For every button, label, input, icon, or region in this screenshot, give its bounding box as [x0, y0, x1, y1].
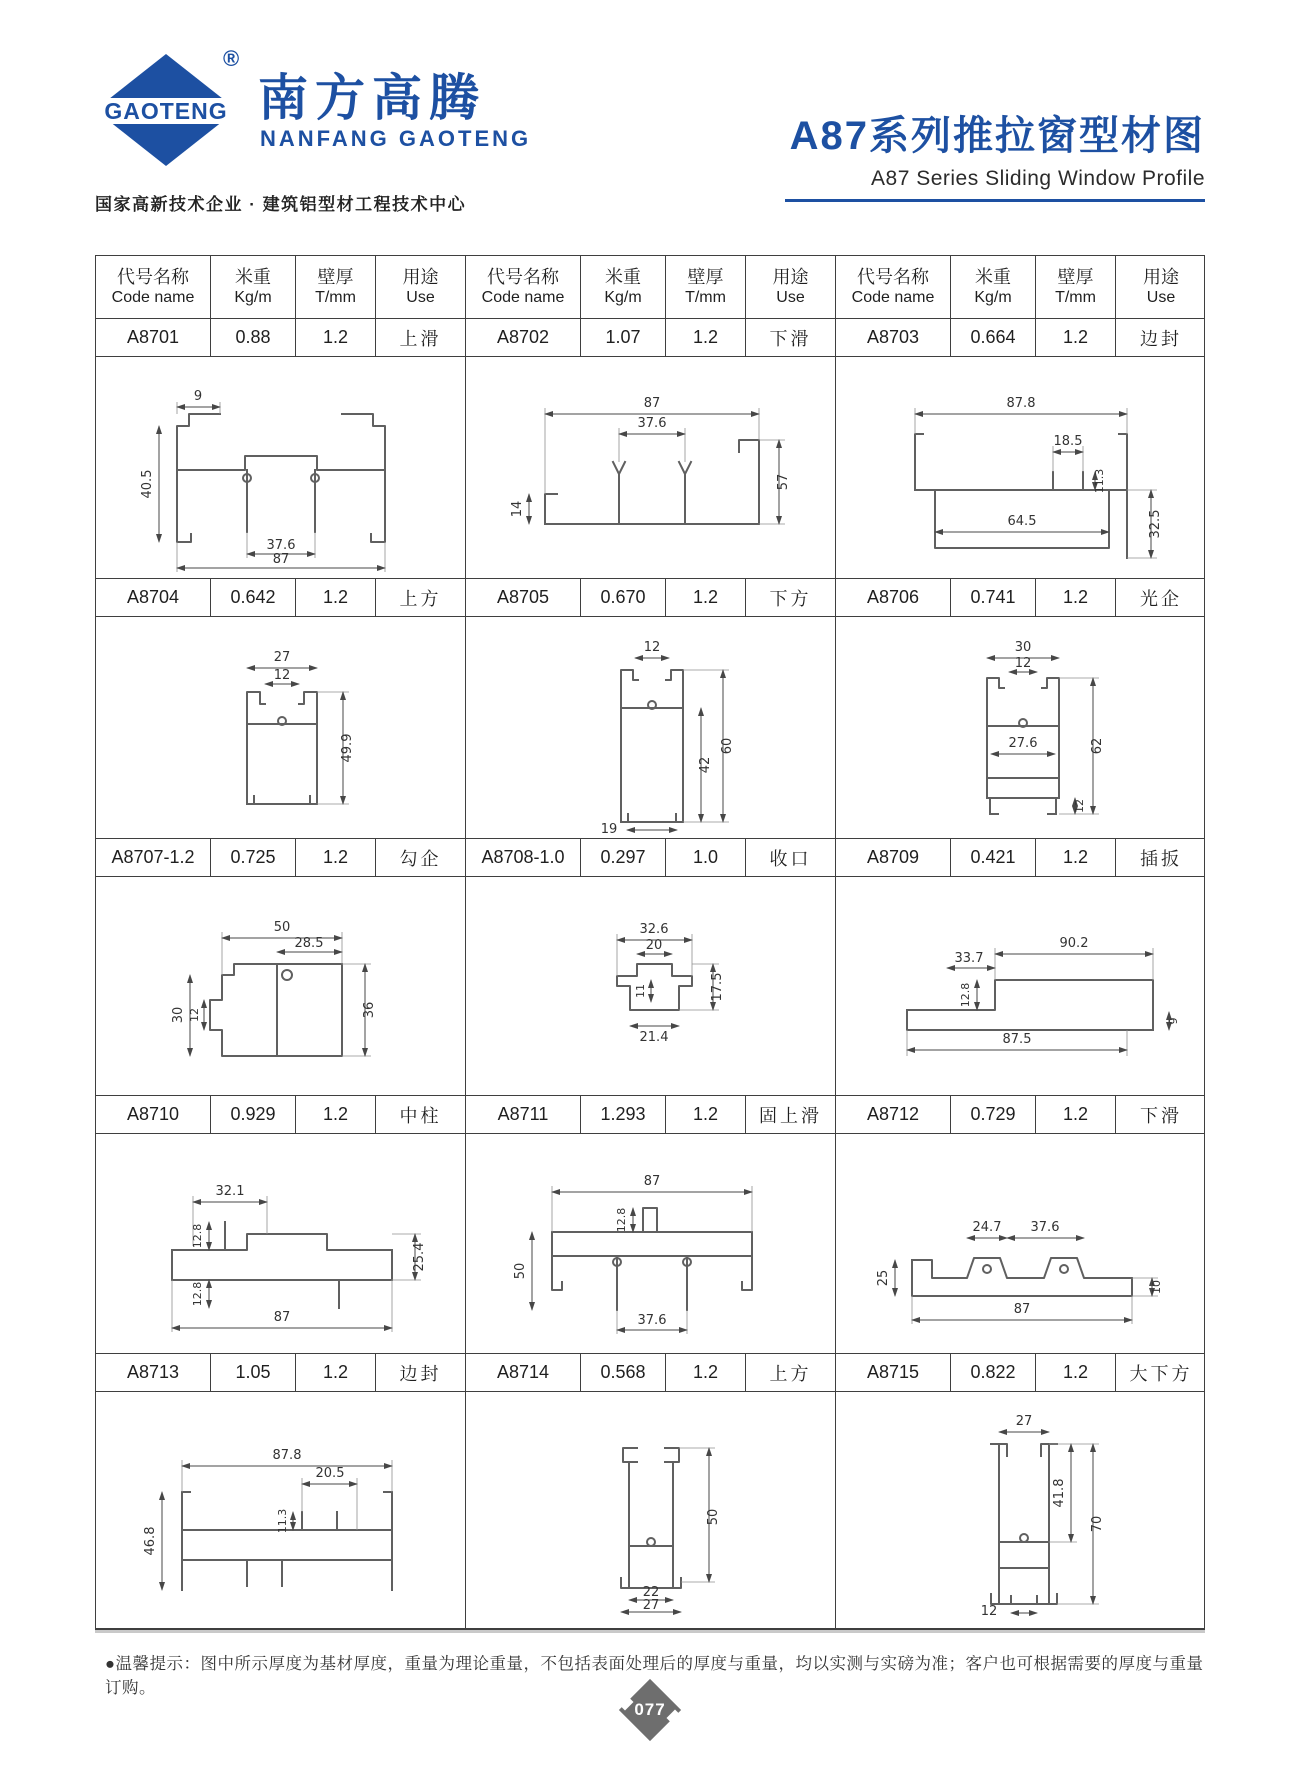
col-header-use: [746, 256, 836, 318]
dim-label: 62: [1090, 737, 1105, 754]
header-en: Use: [776, 289, 805, 307]
profile-drawing-a8707: [97, 880, 465, 1092]
dim-label: 12.8: [614, 1207, 628, 1232]
header-cn: 米重: [605, 266, 641, 287]
drawing-row-5: [96, 1392, 1204, 1628]
header-en: Kg/m: [234, 289, 272, 307]
cell-t: 1.2: [1036, 839, 1116, 876]
profile-drawing-a8701: [97, 362, 465, 574]
dim-label: 20.5: [315, 1466, 344, 1481]
header-en: Kg/m: [604, 289, 642, 307]
header-cn: 代号名称: [487, 266, 559, 287]
cell-kg: 0.297: [581, 839, 666, 876]
cell-kg: 0.421: [951, 839, 1036, 876]
cell-code: A8707-1.2: [96, 839, 211, 876]
cell-code: A8708-1.0: [466, 839, 581, 876]
cell-use: 边封: [376, 1354, 466, 1391]
dim-label: 12.8: [959, 982, 972, 1008]
drawing-row-1: [96, 357, 1204, 579]
logo-text: GAOTENG: [104, 97, 228, 124]
profile-drawing-a8708: [467, 880, 835, 1092]
cell-t: 1.2: [296, 579, 376, 616]
profile-drawing-a8705: [467, 622, 835, 834]
cell-kg: 1.07: [581, 319, 666, 356]
cell-use: 上方: [376, 579, 466, 616]
cell-kg: 0.664: [951, 319, 1036, 356]
cell-t: 1.2: [666, 319, 746, 356]
dim-label: 87: [643, 395, 660, 411]
drawing-cell-a8710: [96, 1134, 466, 1353]
header-en: Code name: [481, 289, 565, 307]
cell-kg: 0.725: [211, 839, 296, 876]
dim-label: 32.5: [1148, 509, 1163, 538]
cell-t: 1.2: [666, 1096, 746, 1133]
drawing-cell-a8705: [466, 617, 836, 838]
spec-row-5: [96, 1354, 1204, 1392]
col-header-t: [1036, 256, 1116, 318]
dim-label: 12: [980, 1604, 998, 1616]
cell-t: 1.2: [1036, 1096, 1116, 1133]
profile-drawing-a8709: [837, 880, 1205, 1092]
dim-label: 41.8: [1052, 1478, 1067, 1508]
dim-label: 12: [643, 639, 660, 655]
cell-use: 中柱: [376, 1096, 466, 1133]
page-title: [785, 104, 1205, 202]
dim-label: 12.8: [190, 1223, 204, 1248]
drawing-cell-a8715: [836, 1392, 1206, 1628]
cell-use: 勾企: [376, 839, 466, 876]
profile-outline: [177, 414, 385, 542]
cell-use: 边封: [1140, 328, 1182, 349]
profile-drawing-a8712: [837, 1138, 1205, 1350]
col-header-use: [376, 256, 466, 318]
cell-t: 1.2: [666, 579, 746, 616]
dim-label: 11.3: [1093, 468, 1106, 493]
dim-label: 22: [642, 1585, 659, 1600]
profile-drawing-a8702: [467, 362, 835, 574]
profile-drawing-a8711: [467, 1138, 835, 1350]
dim-label: 27: [1015, 1414, 1033, 1429]
cell-use: 收口: [746, 839, 836, 876]
dim-label: 14: [509, 500, 525, 517]
drawing-cell-a8713: [96, 1392, 466, 1628]
dim-label: 28.5: [294, 936, 323, 951]
header-cn: 壁厚: [317, 266, 354, 287]
cell-code: A8715: [836, 1354, 951, 1391]
profile-outline: [617, 964, 692, 1010]
cell-use: 大下方: [1129, 1363, 1193, 1384]
cell-kg: 1.293: [581, 1096, 666, 1133]
dim-label: 17.5: [709, 972, 725, 1002]
dim-label: 25.4: [411, 1242, 427, 1271]
drawing-cell-a8706: [836, 617, 1206, 838]
profile-outline: [182, 1492, 392, 1590]
dim-label: 33.7: [954, 951, 984, 966]
profile-outline: [907, 980, 1153, 1030]
cell-use: 上滑: [376, 319, 466, 356]
profile-spec-table: [95, 255, 1205, 1630]
cell-use: 固上滑: [746, 1096, 836, 1133]
cell-use: 上方: [746, 1354, 836, 1391]
header-en: Kg/m: [974, 289, 1012, 307]
dim-label: 10: [1150, 1279, 1163, 1294]
brand-logo: [95, 46, 245, 170]
header-en: Code name: [111, 289, 195, 307]
cell-code: A8711: [466, 1096, 581, 1133]
profile-outline: [621, 670, 683, 822]
drawing-cell-a8712: [836, 1134, 1206, 1353]
dim-label: 12: [1014, 655, 1032, 671]
title-underline: [785, 199, 1205, 202]
dim-label: 11: [633, 984, 647, 998]
logo-band: [95, 98, 237, 124]
page-number: [603, 1682, 697, 1740]
page-number-diamond-icon: [619, 1679, 681, 1741]
col-header-code: [96, 256, 211, 318]
spec-row-1: [96, 319, 1204, 357]
dim-label: 57: [775, 473, 791, 490]
header-cn: 用途: [772, 266, 809, 287]
col-header-use: [1116, 256, 1206, 318]
cell-use: 下滑: [1140, 1105, 1182, 1126]
drawing-cell-a8701: [96, 357, 466, 578]
drawing-cell-a8708: [466, 877, 836, 1095]
header-en: Use: [406, 289, 435, 307]
cell-kg: 1.05: [211, 1354, 296, 1391]
drawing-cell-a8711: [466, 1134, 836, 1353]
dim-label: 36: [361, 1001, 377, 1019]
dim-label: 87: [1013, 1301, 1031, 1317]
col-header-t: [666, 256, 746, 318]
dim-label: 30: [170, 1006, 186, 1024]
dim-label: 19: [600, 821, 617, 834]
dim-label: 27: [642, 1598, 659, 1613]
table-header-row: [96, 256, 1204, 319]
dim-label: 87.8: [272, 1448, 301, 1463]
dim-label: 32.6: [639, 922, 668, 937]
profile-outline: [210, 964, 342, 1056]
cell-t: 1.2: [296, 839, 376, 876]
dim-label: 87.5: [1002, 1032, 1032, 1047]
footer-note-text: 温馨提示：图中所示厚度为基材厚度，重量为理论重量，不包括表面处理后的厚度与重量，均以实测与实磅为准；客户也可根据需要的厚度与重量订购。: [105, 1655, 1204, 1697]
dim-label: 87: [272, 551, 289, 567]
cell-code: A8714: [466, 1354, 581, 1391]
dim-label: 12: [273, 667, 290, 683]
dim-label: 9: [1167, 1017, 1180, 1025]
col-header-code: [836, 256, 951, 318]
dim-label: 64.5: [1007, 513, 1037, 529]
cell-t: 1.2: [666, 1354, 746, 1391]
cell-t: 1.2: [296, 1096, 376, 1133]
spec-row-4: [96, 1096, 1204, 1134]
page-title-cn: A87系列推拉窗型材图: [789, 114, 1205, 158]
registered-mark: ®: [223, 46, 240, 71]
dim-label: 12.8: [190, 1281, 204, 1306]
drawing-cell-a8702: [466, 357, 836, 578]
profile-outline: [545, 440, 759, 524]
dim-label: 11.3: [275, 1508, 289, 1534]
header-en: Code name: [851, 289, 935, 307]
dim-label: 60: [719, 737, 735, 754]
drawing-cell-a8714: [466, 1392, 836, 1628]
cell-kg: 0.741: [951, 579, 1036, 616]
drawing-row-4: [96, 1134, 1204, 1354]
page-title-en: A87 Series Sliding Window Profile: [871, 167, 1205, 190]
profile-outline: [915, 434, 1127, 558]
cell-code: A8713: [96, 1354, 211, 1391]
col-header-t: [296, 256, 376, 318]
cell-kg: 0.642: [211, 579, 296, 616]
drawing-cell-a8707: [96, 877, 466, 1095]
dim-label: 30: [1014, 639, 1032, 655]
col-header-kg: [951, 256, 1036, 318]
cell-use: 光企: [1140, 588, 1182, 609]
dim-label: 46.8: [142, 1526, 158, 1556]
profile-drawing-a8710: [97, 1138, 465, 1350]
dim-label: 87: [643, 1173, 660, 1189]
header-cn: 米重: [235, 266, 271, 287]
dim-label: 87: [273, 1309, 290, 1325]
col-header-code: [466, 256, 581, 318]
dim-label: 50: [273, 920, 290, 935]
cell-code: A8709: [836, 839, 951, 876]
cell-t: 1.2: [1036, 579, 1116, 616]
dim-label: 12: [1073, 798, 1086, 813]
cell-kg: 0.88: [211, 319, 296, 356]
cell-code: A8702: [466, 319, 581, 356]
header-cn: 代号名称: [117, 266, 189, 287]
company-tagline: 国家高新技术企业 · 建筑铝型材工程技术中心: [95, 195, 467, 214]
profile-outline: [552, 1208, 752, 1310]
header-cn: 用途: [402, 266, 439, 287]
header-cn: 壁厚: [1057, 266, 1094, 287]
dim-label: 49.9: [339, 733, 355, 762]
dim-label: 50: [512, 1262, 528, 1279]
dim-label: 20: [645, 938, 662, 953]
dim-label: 37.6: [637, 1312, 666, 1328]
dim-label: 42: [697, 756, 713, 773]
dim-label: 87.8: [1006, 395, 1036, 411]
header-en: Use: [1146, 289, 1176, 307]
dim-label: 27: [273, 649, 290, 665]
dim-label: 37.6: [1030, 1219, 1060, 1235]
drawing-row-2: [96, 617, 1204, 839]
dim-label: 40.5: [139, 469, 155, 498]
cell-code: A8712: [836, 1096, 951, 1133]
profile-outline: [247, 692, 317, 804]
profile-drawing-a8713: [97, 1404, 465, 1616]
cell-kg: 0.822: [951, 1354, 1036, 1391]
header-cn: 壁厚: [687, 266, 724, 287]
cell-code: A8710: [96, 1096, 211, 1133]
dim-label: 70: [1090, 1515, 1105, 1533]
spec-row-3: [96, 839, 1204, 877]
cell-code: A8705: [466, 579, 581, 616]
company-name-en: NANFANG GAOTENG: [260, 126, 532, 151]
cell-use: 下方: [746, 579, 836, 616]
profile-drawing-a8715: [837, 1404, 1205, 1616]
drawing-row-3: [96, 877, 1204, 1096]
cell-code: A8703: [836, 319, 951, 356]
cell-kg: 0.670: [581, 579, 666, 616]
header-en: T/mm: [315, 289, 356, 307]
drawing-cell-a8703: [836, 357, 1206, 578]
header-en: T/mm: [685, 289, 726, 307]
header-cn: 代号名称: [857, 266, 929, 287]
profile-outline: [621, 1448, 681, 1588]
cell-code: A8704: [96, 579, 211, 616]
col-header-kg: [581, 256, 666, 318]
cell-code: A8701: [96, 319, 211, 356]
cell-t: 1.2: [296, 1354, 376, 1391]
cell-use: 插扳: [1140, 848, 1182, 869]
dim-label: 50: [705, 1508, 721, 1526]
dim-label: 37.6: [266, 537, 295, 553]
cell-t: 1.0: [666, 839, 746, 876]
dim-label: 24.7: [972, 1219, 1002, 1235]
cell-kg: 0.568: [581, 1354, 666, 1391]
profile-drawing-a8706: [837, 622, 1205, 834]
dim-label: 37.6: [637, 415, 666, 431]
page-number-value: 077: [634, 1700, 666, 1719]
dim-label: 32.1: [215, 1183, 244, 1199]
dim-label: 9: [193, 388, 202, 404]
company-name-cn: 南方高腾: [258, 70, 486, 126]
profile-drawing-a8714: [467, 1404, 835, 1616]
spec-row-2: [96, 579, 1204, 617]
profile-outline: [912, 1258, 1132, 1296]
col-header-kg: [211, 256, 296, 318]
profile-outline: [991, 1444, 1057, 1604]
header-en: T/mm: [1055, 289, 1096, 307]
cell-kg: 0.729: [951, 1096, 1036, 1133]
dim-label: 27.6: [1008, 735, 1038, 751]
profile-drawing-a8704: [97, 622, 465, 834]
dim-label: 90.2: [1059, 936, 1089, 951]
profile-outline: [172, 1222, 392, 1308]
header-cn: 用途: [1143, 266, 1179, 287]
cell-kg: 0.929: [211, 1096, 296, 1133]
profile-drawing-a8703: [837, 362, 1205, 574]
bullet: ●: [105, 1655, 116, 1673]
cell-code: A8706: [836, 579, 951, 616]
dim-label: 18.5: [1053, 433, 1083, 449]
cell-use: 下滑: [746, 319, 836, 356]
cell-t: 1.2: [1036, 319, 1116, 356]
cell-t: 1.2: [296, 319, 376, 356]
header-cn: 米重: [975, 266, 1011, 287]
dim-label: 12: [187, 1008, 201, 1022]
dim-label: 25: [876, 1269, 891, 1286]
cell-t: 1.2: [1036, 1354, 1116, 1391]
drawing-cell-a8704: [96, 617, 466, 838]
drawing-cell-a8709: [836, 877, 1206, 1095]
dim-label: 21.4: [639, 1030, 668, 1045]
